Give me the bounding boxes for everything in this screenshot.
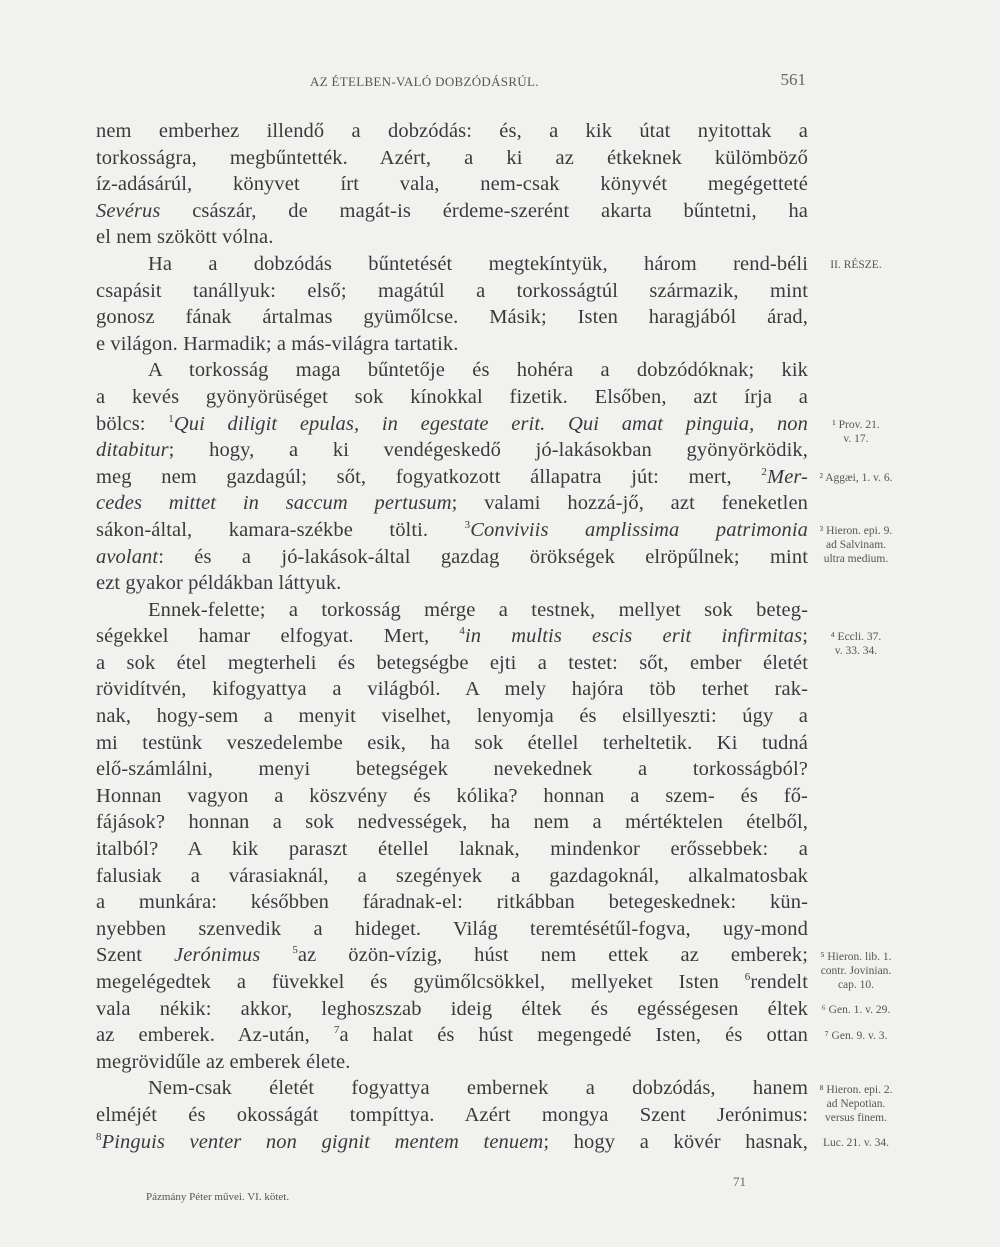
margin-note-detail: ad Nepotian. <box>826 1097 886 1110</box>
margin-note-ref: ² Aggæi, 1. v. 6. <box>819 471 893 484</box>
margin-note-ref: Luc. 21. v. 34. <box>822 1136 889 1149</box>
text-line: italból? A kik paraszt étellel laknak, mindenkor erőssebbek: a <box>96 838 808 861</box>
text-line: falusiak a várasiaknál, a szegények a gazdagoknál, alkalmatosbak <box>96 864 808 887</box>
margin-note-detail: ultra medium. <box>823 553 889 565</box>
margin-note-ref: ⁴ Eccli. 37. <box>830 631 882 644</box>
text-line: megrövidűle az emberek élete. <box>96 1050 351 1073</box>
text-line: fájások? honnan a sok nedvességek, ha nem a mértéktelen ételből, <box>96 811 808 834</box>
text-line: nyebben szenvedik a hideget. Világ teremtésétűl-fogva, ugy-mond <box>96 917 808 940</box>
margin-note <box>806 950 906 992</box>
margin-note-detail: cap. 10. <box>837 978 875 991</box>
text-line: meg nem gazdagúl; sőt, fogyatkozott állapatra jút: mert, $^2$Mer- <box>96 465 808 488</box>
text-line: Ha a dobzódás bűntetését megtekíntyük, három rend-béli <box>148 252 808 275</box>
text-line: $^8$Pinguis venter non gignit mentem tenuem; hogy a kövér hasnak, <box>96 1130 808 1153</box>
text-line: Sevérus császár, de magát-is érdeme-szerént akarta bűntetni, ha <box>96 199 808 222</box>
text-line: rövidítvén, kifogyattya a világból. A mely hajóra töb terhet rak- <box>96 678 808 701</box>
text-line: ditabitur; hogy, a ki vendégeskedő jó-lakásokban gyönyörködik, <box>96 439 808 462</box>
margin-note <box>806 1136 906 1150</box>
margin-note-ref: ⁶ Gen. 1. v. 29. <box>821 1003 891 1016</box>
body-text <box>96 118 808 1155</box>
text-line: a sok étel megterheli és betegségbe ejti a testet: sőt, ember életét <box>96 651 808 674</box>
text-line: e világon. Harmadik; a más-világra tartatik. <box>96 332 459 355</box>
margin-note-detail: versus finem. <box>825 1111 887 1124</box>
text-line: mi testünk veszedelembe esik, ha sok étellel terheltetik. Ki tudná <box>96 731 808 754</box>
footer-credit: Pázmány Péter művei. VI. kötet. <box>146 1191 290 1203</box>
text-line: nak, hogy-sem a menyit viselhet, lenyomja és elsillyeszti: úgy a <box>96 705 808 728</box>
text-line: elméjét és okosságát tompíttya. Azért mongya Szent Jerónimus: <box>96 1103 808 1126</box>
text-line: nem emberhez illendő a dobzódás: és, a kik útat nyitottak a <box>96 120 808 142</box>
margin-note-detail: ad Salvinam. <box>825 539 887 551</box>
text-line: megelégedtek a füvekkel és gyümőlcsökkel, mellyeket Isten $^6$rendelt <box>96 971 808 993</box>
margin-note-ref: ⁵ Hieron. lib. 1. <box>820 950 892 963</box>
text-line: az emberek. Az-után, $^7$a halat és húst megengedé Isten, és ottan <box>96 1024 808 1047</box>
text-line: torkosságra, megbűntették. Azért, a ki az étkeknek külömböző <box>96 146 808 169</box>
text-line: csapásit tanállyuk: első; magátúl a torkosságtúl származik, mint <box>96 279 808 302</box>
margin-note-ref: ⁸ Hieron. epi. 2. <box>819 1083 893 1096</box>
margin-note <box>806 1029 906 1043</box>
text-line: gonosz fának ártalmas gyümőlcse. Másik; Isten haragjából árad, <box>96 306 808 329</box>
running-header <box>98 70 806 98</box>
margin-note <box>806 258 906 272</box>
margin-note <box>806 471 906 485</box>
text-line: sákon-által, kamara-székbe tölti. $^3$Conviviis amplissima patrimonia <box>96 518 808 541</box>
margin-note-detail: v. 17. <box>843 432 869 445</box>
text-line: cedes mittet in saccum pertusum; valami hozzá-jő, azt feneketlen <box>96 492 808 515</box>
margin-note <box>806 630 906 658</box>
text-line: Nem-csak életét fogyattya embernek a dobzódás, hanem <box>148 1077 808 1100</box>
text-line: el nem szökött vólna. <box>96 226 274 249</box>
margin-note <box>806 1003 906 1017</box>
text-line: A torkosság maga bűntetője és hohéra a dobzódóknak; kik <box>148 359 808 382</box>
text-line: a kevés gyönyörüséget sok kínokkal fizetik. Elsőben, azt írja a <box>96 385 808 408</box>
margin-note-detail: contr. Jovinian. <box>820 964 892 977</box>
margin-note <box>806 418 906 446</box>
margin-note-detail: v. 33. 34. <box>834 645 878 658</box>
signature-mark: 71 <box>733 1174 746 1189</box>
running-title: AZ ÉTELBEN-VALÓ DOBZÓDÁSRÚL. <box>310 74 539 89</box>
margin-note <box>806 1083 906 1125</box>
text-line: Ennek-felette; a torkosság mérge a testnek, mellyet sok beteg- <box>148 598 808 621</box>
text-line: Szent Jerónimus $^5$az özön-vízig, húst nem ettek az emberek; <box>96 944 808 967</box>
text-line: Honnan vagyon a köszvény és kólika? honnan a szem- és fő- <box>96 784 808 807</box>
text-line: ezt gyakor példákban láttyuk. <box>96 572 342 595</box>
margin-note <box>806 524 906 566</box>
text-line: a munkára: későbben fáradnak-el: ritkábban betegeskednek: kün- <box>96 891 808 914</box>
text-line: vala nékik: akkor, leghoszszab ideig éltek és egésségesen éltek <box>96 997 808 1020</box>
page-number: 561 <box>780 70 806 89</box>
text-line: elő-számlálni, menyi betegségek nevekednek a torkosságból? <box>96 758 808 781</box>
margin-note-ref: II. RÉSZE. <box>830 259 882 271</box>
text-line: íz-adásárúl, könyvet írt vala, nem-csak könyvét megégetteté <box>96 173 808 196</box>
margin-note-ref: ⁷ Gen. 9. v. 3. <box>824 1030 888 1043</box>
margin-note-ref: ¹ Prov. 21. <box>832 418 880 431</box>
text-line: ségekkel hamar elfogyat. Mert, $^4$in multis escis erit infirmitas; <box>96 625 808 648</box>
text-line: bölcs: $^1$Qui diligit epulas, in egestate erit. Qui amat pinguia, non <box>96 412 809 435</box>
margin-note-ref: ³ Hieron. epi. 9. <box>819 525 893 537</box>
text-line: avolant: és a jó-lakások-által gazdag örökségek elröpűlnek; mint <box>96 545 808 568</box>
